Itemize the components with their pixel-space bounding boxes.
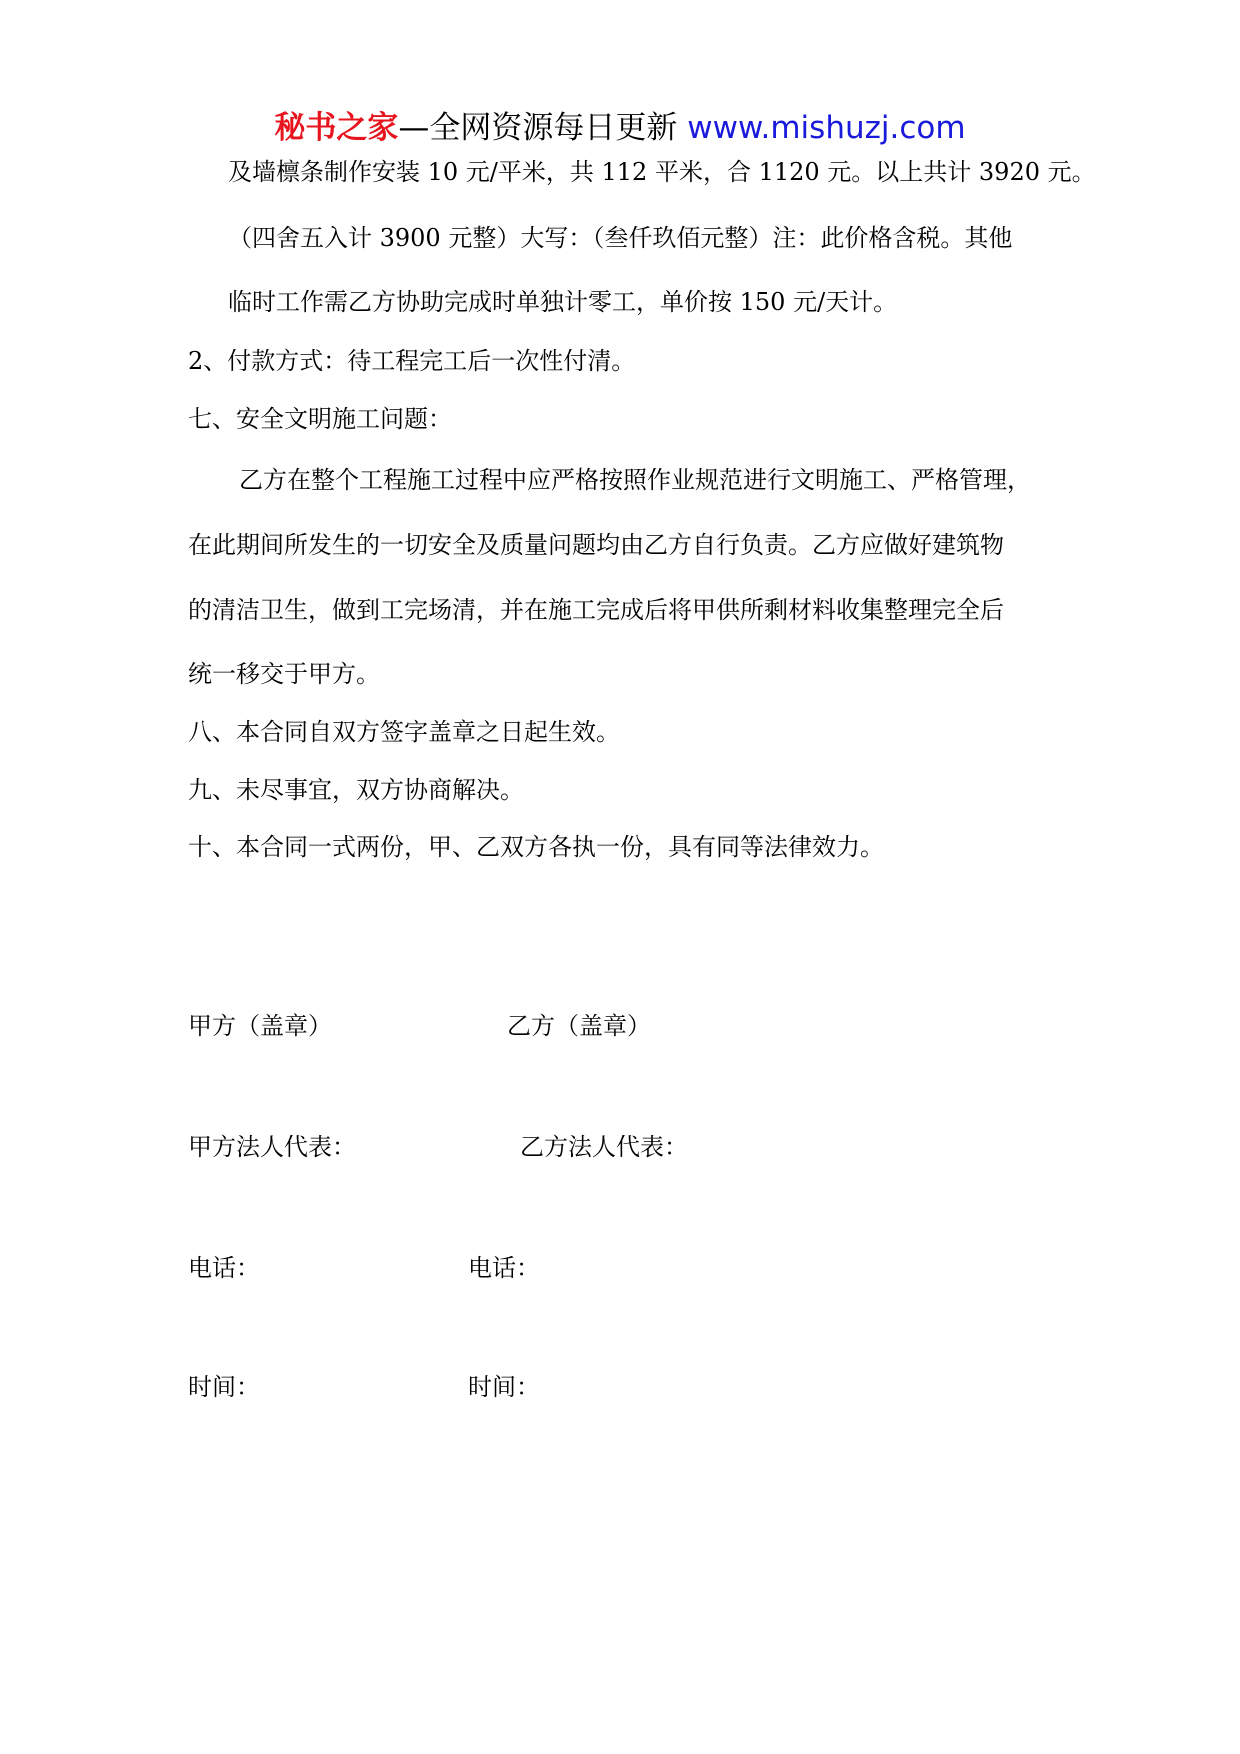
party-a-time-label: 时间： <box>188 1373 260 1401</box>
clause-item: 八、本合同自双方签字盖章之日起生效。 <box>188 718 620 746</box>
party-a-rep-label: 甲方法人代表： <box>188 1133 356 1161</box>
body-line: （四舍五入计 3900 元整）大写：（叁仟玖佰元整）注：此价格含税。其他 <box>228 224 1013 252</box>
brand-name: 秘书之家 <box>274 110 399 146</box>
party-b-rep-label: 乙方法人代表： <box>520 1133 688 1161</box>
party-a-phone-label: 电话： <box>188 1254 260 1282</box>
body-line: 的清洁卫生，做到工完场清，并在施工完成后将甲供所剩材料收集整理完全后 <box>188 596 1004 624</box>
body-line: 及墙檩条制作安装 10 元/平米，共 112 平米，合 1120 元。以上共计 3920 元。 <box>228 158 1096 186</box>
party-b-time-label: 时间： <box>468 1373 540 1401</box>
body-line: 乙方在整个工程施工过程中应严格按照作业规范进行文明施工、严格管理， <box>239 466 1031 494</box>
section-heading: 七、安全文明施工问题： <box>188 405 452 433</box>
clause-item: 九、未尽事宜，双方协商解决。 <box>188 776 524 804</box>
body-line: 在此期间所发生的一切安全及质量问题均由乙方自行负责。乙方应做好建筑物 <box>188 531 1004 559</box>
website-link[interactable]: www.mishuzj.com <box>687 110 966 146</box>
payment-clause: 2、付款方式：待工程完工后一次性付清。 <box>188 347 636 375</box>
page-header <box>0 102 1240 147</box>
clause-item: 十、本合同一式两份，甲、乙双方各执一份，具有同等法律效力。 <box>188 833 884 861</box>
party-a-seal-label: 甲方（盖章） <box>188 1012 332 1040</box>
header-tagline: —全网资源每日更新 <box>398 110 678 146</box>
party-b-seal-label: 乙方（盖章） <box>507 1012 651 1040</box>
body-line: 统一移交于甲方。 <box>188 660 380 688</box>
party-b-phone-label: 电话： <box>468 1254 540 1282</box>
body-line: 临时工作需乙方协助完成时单独计零工，单价按 150 元/天计。 <box>228 288 898 316</box>
